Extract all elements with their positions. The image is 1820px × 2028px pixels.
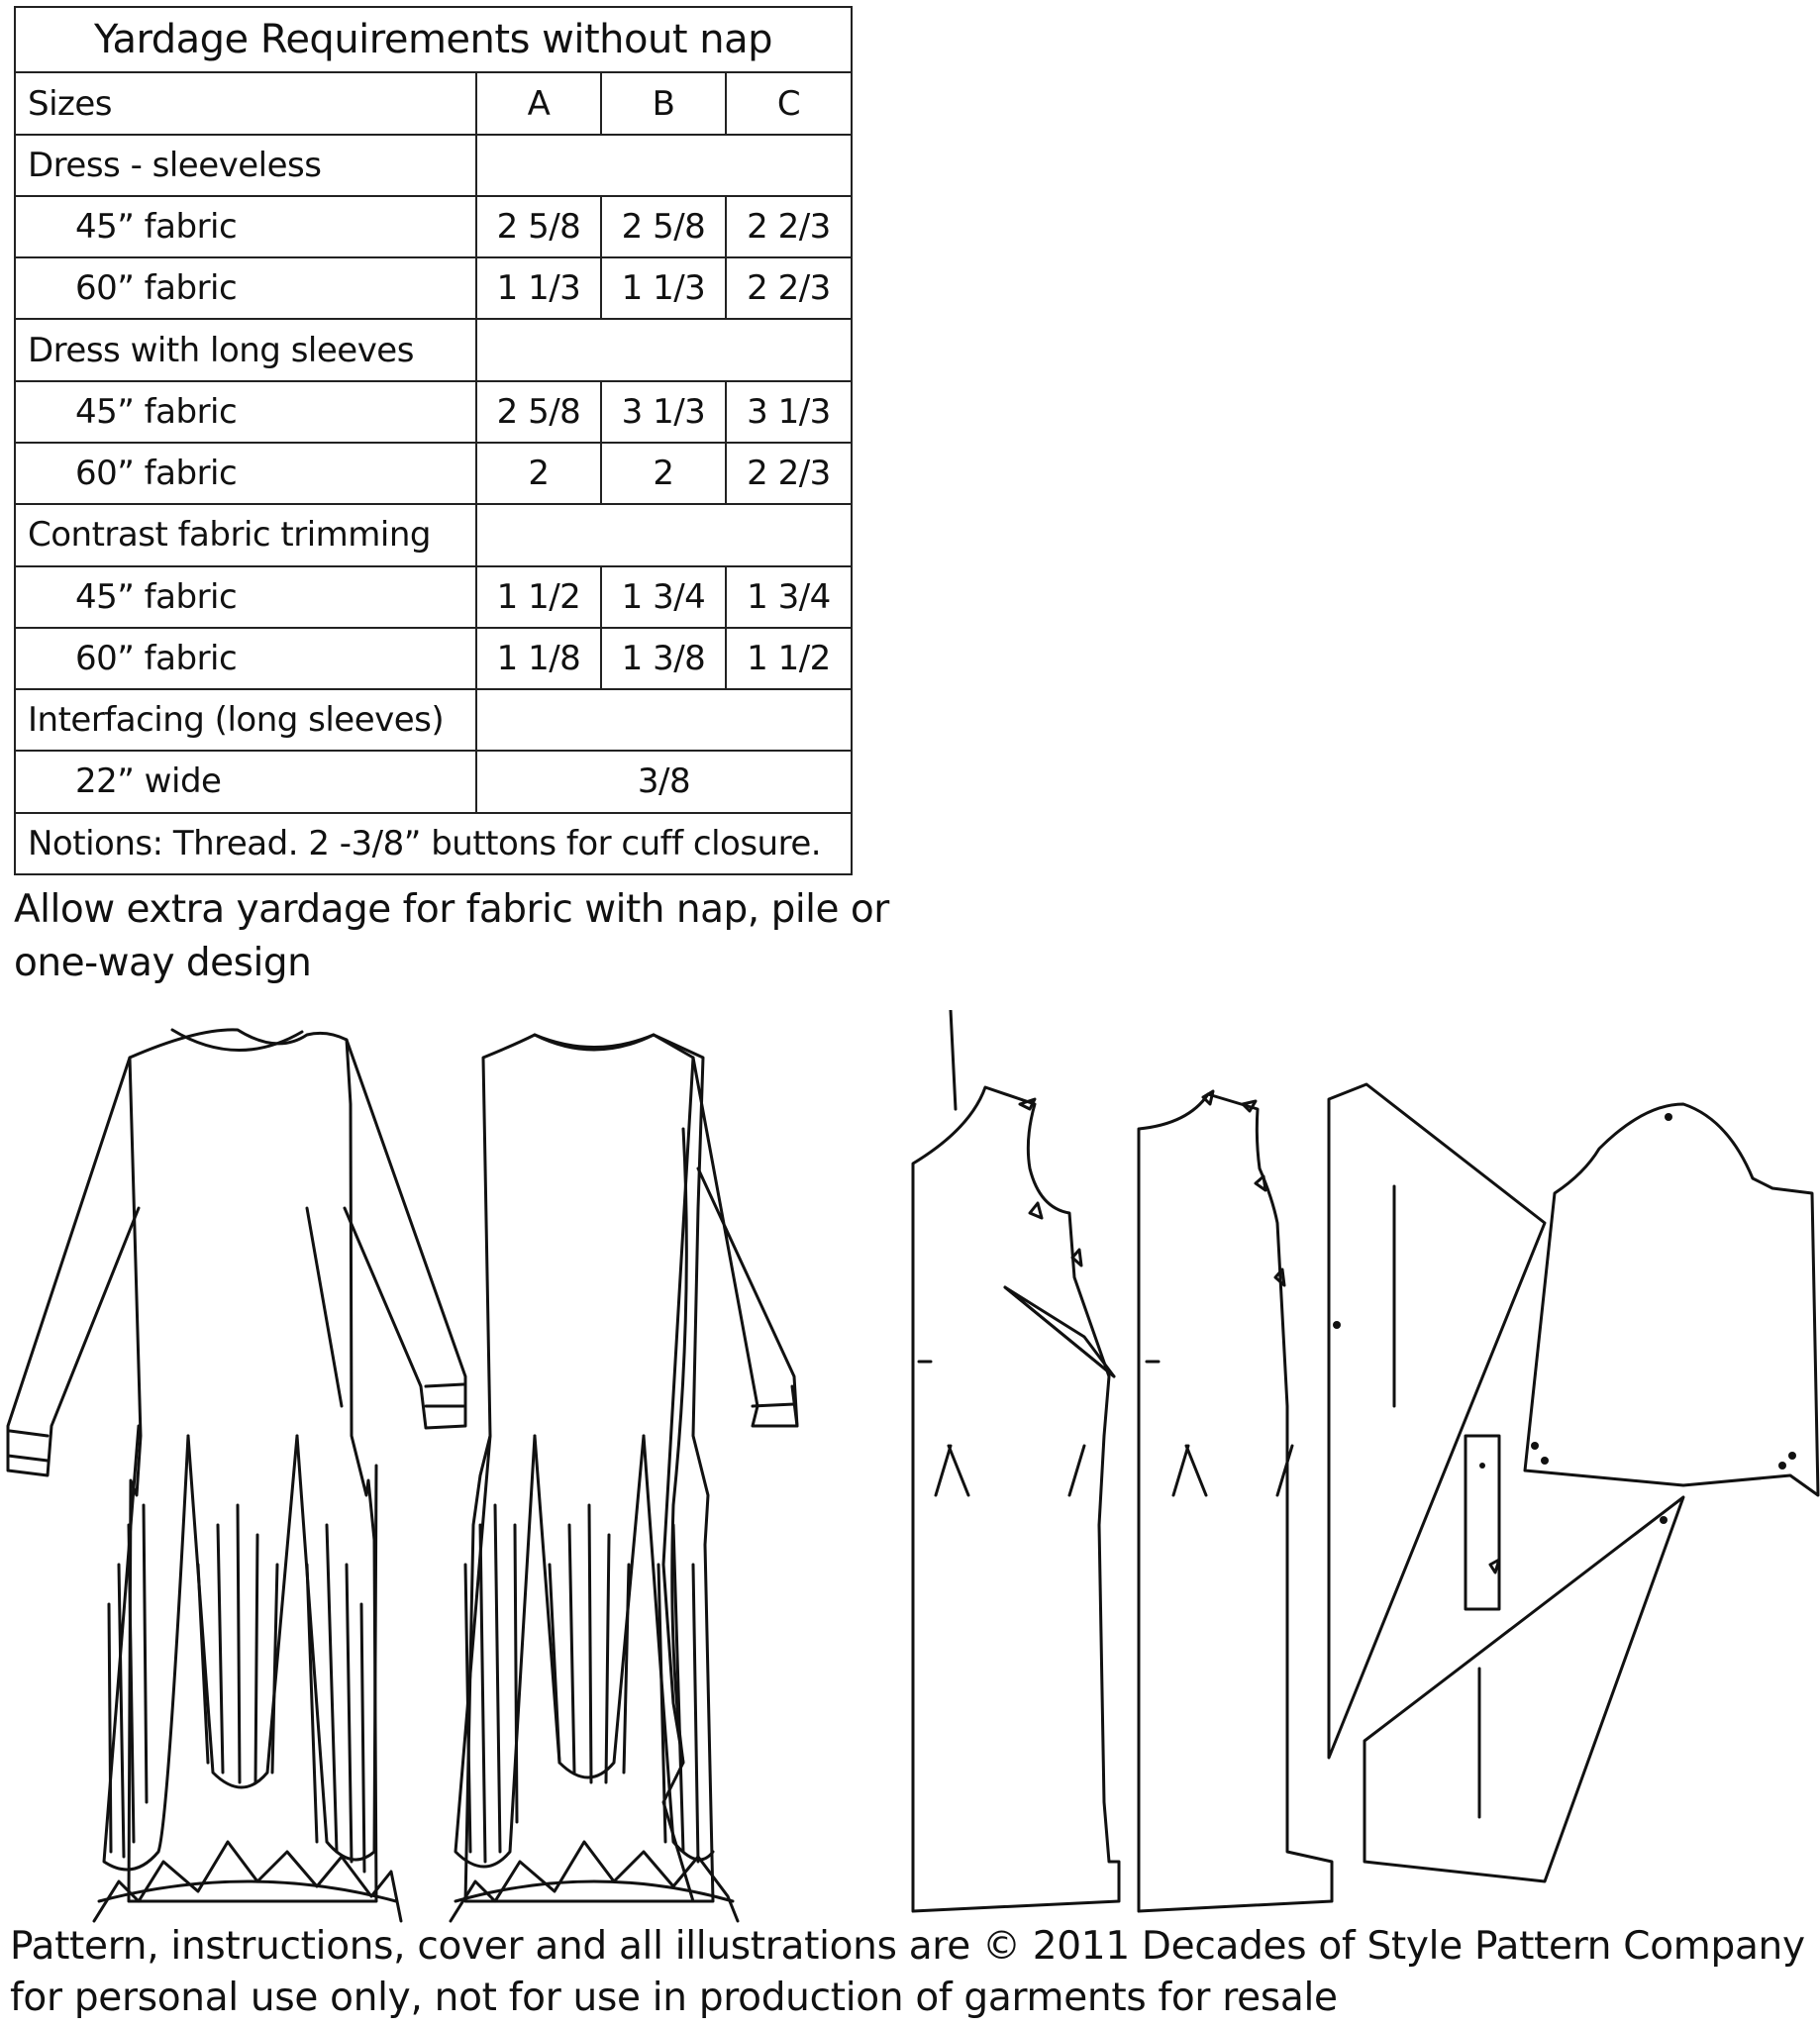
row-label: 60” fabric	[15, 628, 476, 689]
value-cell: 2	[601, 443, 726, 504]
yardage-table	[14, 6, 853, 875]
sizes-header: Sizes	[15, 72, 476, 134]
row-label: 22” wide	[15, 751, 476, 812]
dress-front-view	[8, 1030, 465, 1921]
value-cell: 2 5/8	[476, 196, 601, 257]
value-cell: 3 1/3	[601, 381, 726, 443]
size-c-header: C	[726, 72, 852, 134]
table-row	[15, 628, 852, 689]
table-row	[15, 257, 852, 319]
table-row	[15, 689, 852, 751]
table-row	[15, 319, 852, 380]
empty-cell	[476, 504, 852, 565]
empty-cell	[476, 319, 852, 380]
size-a-header: A	[476, 72, 601, 134]
value-cell: 2 5/8	[601, 196, 726, 257]
garment-illustrations	[0, 1010, 1820, 1931]
value-cell: 1 1/2	[726, 628, 852, 689]
empty-cell	[476, 135, 852, 196]
empty-cell	[476, 689, 852, 751]
size-b-header: B	[601, 72, 726, 134]
pattern-piece-front	[913, 1010, 1119, 1911]
row-label: 45” fabric	[15, 381, 476, 443]
value-cell: 2 5/8	[476, 381, 601, 443]
table-title-row	[15, 7, 852, 72]
value-cell: 1 1/3	[601, 257, 726, 319]
value-cell: 1 3/8	[601, 628, 726, 689]
row-label: 45” fabric	[15, 196, 476, 257]
copyright-notice	[10, 1921, 1812, 2024]
value-cell: 1 1/8	[476, 628, 601, 689]
value-cell: 2 2/3	[726, 443, 852, 504]
copyright-line1: Pattern, instructions, cover and all illustrations are © 2011 Decades of Style Pattern Company	[10, 1924, 1805, 1969]
table-row	[15, 443, 852, 504]
value-cell: 2 2/3	[726, 257, 852, 319]
value-cell: 1 1/2	[476, 566, 601, 628]
table-row	[15, 135, 852, 196]
pattern-piece-trim	[1365, 1497, 1683, 1881]
table-row	[15, 566, 852, 628]
table-row	[15, 751, 852, 812]
pattern-piece-panel	[1329, 1084, 1545, 1758]
table-row	[15, 196, 852, 257]
table-header-row	[15, 72, 852, 134]
value-cell: 3 1/3	[726, 381, 852, 443]
value-cell: 1 1/3	[476, 257, 601, 319]
value-cell: 2	[476, 443, 601, 504]
nap-note	[14, 883, 905, 990]
row-label: 60” fabric	[15, 443, 476, 504]
section-label: Dress with long sleeves	[15, 319, 476, 380]
copyright-line2: for personal use only, not for use in production of garments for resale	[10, 1976, 1338, 2020]
pattern-piece-cuff	[1466, 1436, 1499, 1609]
section-label: Dress - sleeveless	[15, 135, 476, 196]
pattern-piece-sleeve	[1525, 1104, 1818, 1495]
value-cell: 1 3/4	[726, 566, 852, 628]
table-title: Yardage Requirements without nap	[15, 7, 852, 72]
pattern-piece-back	[1139, 1091, 1332, 1911]
notions-row	[15, 813, 852, 874]
nap-note-line2: one-way design	[14, 941, 312, 985]
dress-back-view	[451, 1035, 797, 1921]
nap-note-line1: Allow extra yardage for fabric with nap, pile or	[14, 887, 889, 932]
section-label: Contrast fabric trimming	[15, 504, 476, 565]
row-label: 60” fabric	[15, 257, 476, 319]
value-cell: 3/8	[476, 751, 852, 812]
row-label: 45” fabric	[15, 566, 476, 628]
table-row	[15, 504, 852, 565]
section-label: Interfacing (long sleeves)	[15, 689, 476, 751]
value-cell: 2 2/3	[726, 196, 852, 257]
value-cell: 1 3/4	[601, 566, 726, 628]
yardage-table-body	[15, 7, 852, 874]
notions-text: Notions: Thread. 2 -3/8” buttons for cuff closure.	[15, 813, 852, 874]
table-row	[15, 381, 852, 443]
